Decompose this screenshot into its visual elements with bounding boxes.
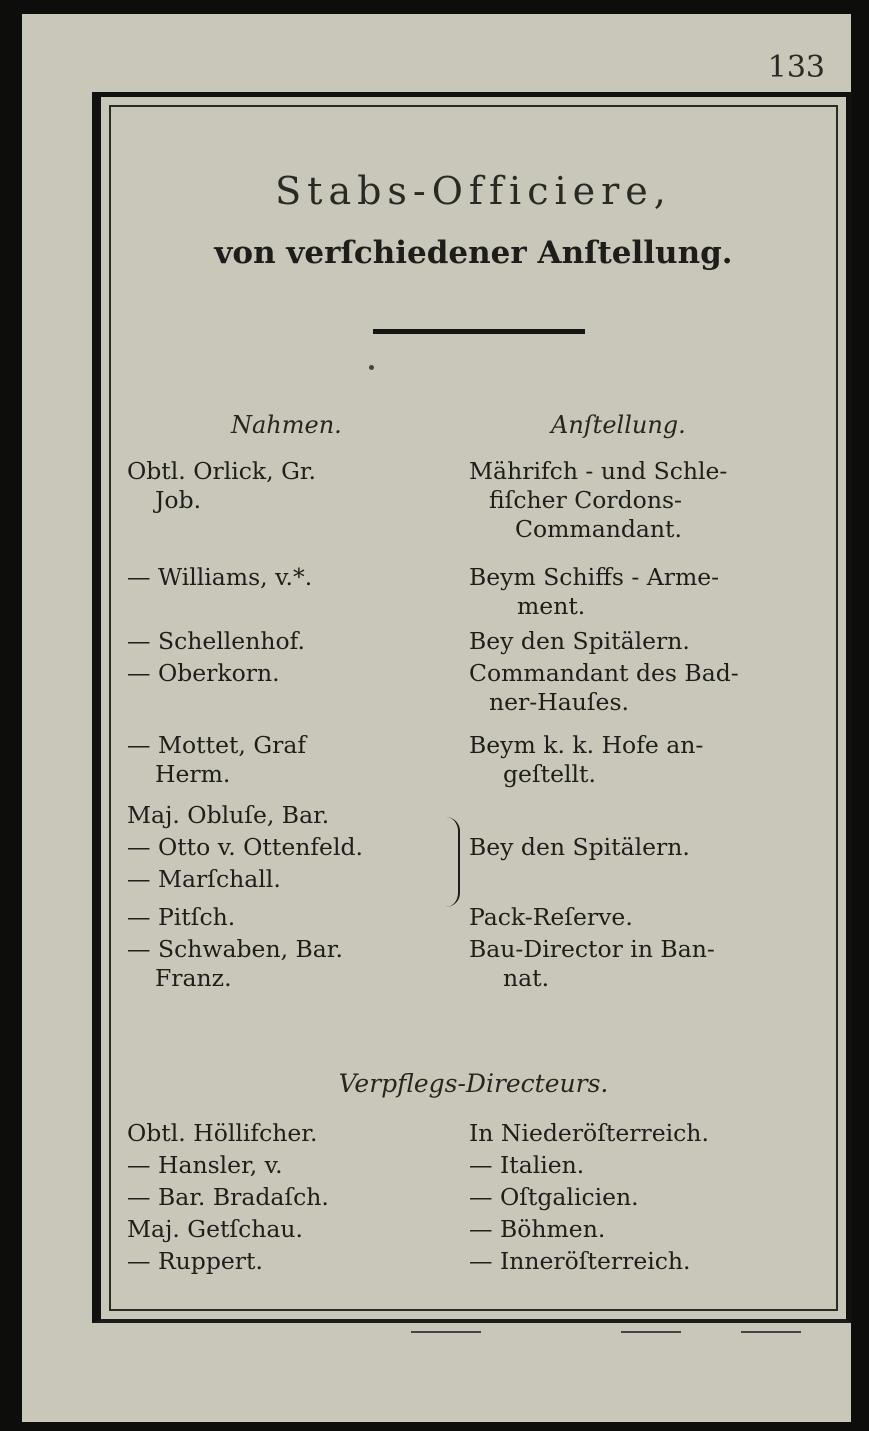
director-post: — Italien. [469, 1151, 585, 1179]
staff-name-line: — Pitſch. [127, 903, 236, 931]
director-name: — Hansler, v. [127, 1151, 283, 1179]
staff-name-line: Job. [155, 486, 202, 514]
staff-name-line: Maj. Obluſe, Bar. [127, 801, 330, 829]
staff-name-line: — Oberkorn. [127, 659, 280, 687]
page-number: 133 [767, 50, 825, 85]
ornament-dot [369, 365, 374, 370]
page-title: Stabs-Officiere, [275, 169, 672, 213]
bottom-dash-mark [621, 1331, 681, 1333]
staff-post-line: ner-Hauſes. [489, 688, 629, 716]
director-post: In Niederöſterreich. [469, 1119, 709, 1147]
staff-post-line: Pack-Reſerve. [469, 903, 633, 931]
bottom-dash-mark [411, 1331, 481, 1333]
director-name: Maj. Getſchau. [127, 1215, 304, 1243]
staff-post-line: ment. [517, 592, 586, 620]
staff-name-line: — Schwaben, Bar. [127, 935, 343, 963]
director-name: — Bar. Bradaſch. [127, 1183, 329, 1211]
director-post: — Oſtgalicien. [469, 1183, 639, 1211]
brace-bracket [446, 817, 460, 907]
staff-post-line: Commandant des Bad- [469, 659, 739, 687]
director-name: Obtl. Höllifcher. [127, 1119, 318, 1147]
staff-name-line: — Schellenhof. [127, 627, 305, 655]
inner-frame [109, 105, 838, 1311]
outer-frame [92, 92, 852, 1323]
staff-name-line: — Marſchall. [127, 865, 281, 893]
director-post: — Inneröſterreich. [469, 1247, 691, 1275]
staff-post-line: Bey den Spitälern. [469, 627, 690, 655]
staff-name-line: — Otto v. Ottenfeld. [127, 833, 363, 861]
staff-name-line: Obtl. Orlick, Gr. [127, 457, 316, 485]
staff-name-line: Franz. [155, 964, 232, 992]
column-header-post: Anſtellung. [551, 411, 686, 439]
bottom-dash-mark [741, 1331, 801, 1333]
book-page [22, 14, 851, 1422]
page-subtitle: von verſchiedener Anſtellung. [214, 235, 733, 271]
staff-post-line: Mährifch - und Schle- [469, 457, 728, 485]
staff-name-line: — Mottet, Graf [127, 731, 307, 759]
staff-name-line: Herm. [155, 760, 231, 788]
director-post: — Böhmen. [469, 1215, 606, 1243]
staff-post-line: fiſcher Cordons- [489, 486, 682, 514]
staff-post-line: Beym Schiffs - Arme- [469, 563, 720, 591]
column-header-name: Nahmen. [231, 411, 342, 439]
staff-post-line: nat. [503, 964, 550, 992]
staff-post-line: Beym k. k. Hofe an- [469, 731, 704, 759]
director-name: — Ruppert. [127, 1247, 263, 1275]
section-title: Verpflegs-Directeurs. [338, 1069, 609, 1098]
staff-name-line: — Williams, v.*. [127, 563, 313, 591]
staff-post-line: Bey den Spitälern. [469, 833, 690, 861]
staff-post-line: Commandant. [515, 515, 682, 543]
divider-rule [373, 329, 585, 334]
staff-post-line: geſtellt. [503, 760, 596, 788]
staff-post-line: Bau-Director in Ban- [469, 935, 715, 963]
